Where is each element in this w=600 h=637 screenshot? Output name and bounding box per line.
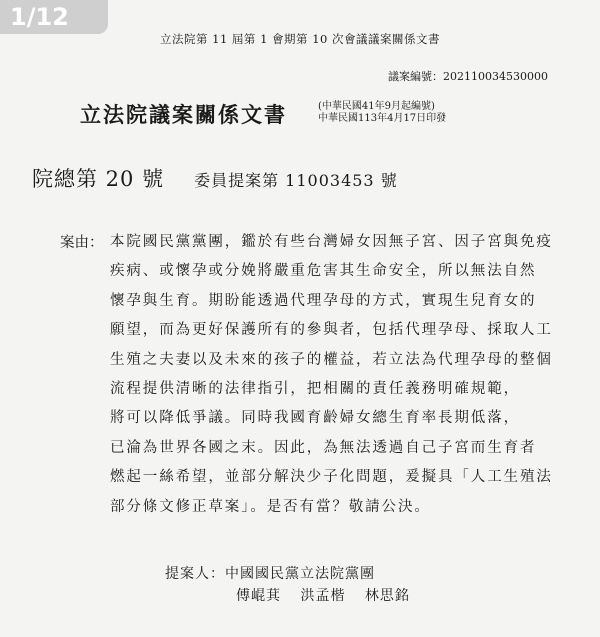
case-number-line bbox=[32, 163, 398, 193]
reason-line: 燃起一絲希望，並部分解決少子化問題，爰擬具「人工生殖法 bbox=[110, 469, 553, 486]
document-dates bbox=[318, 101, 446, 125]
reason-line: 已淪為世界各國之末。因此，為無法透過自己子宮而生育者 bbox=[110, 439, 537, 456]
reason-line: 疾病、或懷孕或分娩將嚴重危害其生命安全，所以無法自然 bbox=[110, 263, 537, 280]
yuan-number: 院總第 20 號 bbox=[32, 167, 165, 191]
proposer-line: 提案人：中國國民黨立法院黨團 bbox=[165, 566, 375, 582]
bill-number: 議案編號：202110034530000 bbox=[388, 70, 548, 83]
session-header: 立法院第 11 屆第 1 會期第 10 次會議議案關係文書 bbox=[159, 32, 440, 46]
reason-line: 部分條文修正草案」。是否有當？敬請公決。 bbox=[110, 498, 431, 515]
reason-line: 本院國民黨黨團，鑑於有些台灣婦女因無子宮、因子宮與免疫 bbox=[110, 234, 553, 250]
reason-line: 生殖之夫妻以及未來的孩子的權益，若立法為代理孕母的整個 bbox=[110, 351, 553, 368]
signer-name: 傅崐萁 bbox=[236, 588, 281, 604]
reason-line: 流程提供清晰的法律指引，把相關的責任義務明確規範， bbox=[110, 381, 520, 398]
proposal-number: 委員提案第 11003453 號 bbox=[194, 171, 398, 190]
date-printed: 中華民國113年4月17日印發 bbox=[318, 113, 447, 124]
signer-name: 洪孟楷 bbox=[300, 588, 346, 604]
reason-line: 願望，而為更好保護所有的參與者，包括代理孕母、採取人工 bbox=[110, 322, 553, 339]
reason-label: 案由： bbox=[60, 235, 104, 251]
reason-line: 將可以降低爭議。同時我國育齡婦女總生育率長期低落， bbox=[110, 410, 520, 427]
reason-line: 懷孕與生育。期盼能透過代理孕母的方式，實現生兒育女的 bbox=[110, 292, 537, 309]
signer-name: 林思銘 bbox=[364, 588, 410, 604]
signers bbox=[236, 585, 424, 605]
page-counter-badge: 1/12 bbox=[0, 0, 108, 34]
date-started: (中華民國41年9月起編號) bbox=[318, 101, 435, 112]
document-title: 立法院議案關係文書 bbox=[80, 102, 287, 127]
reason-body bbox=[110, 228, 580, 522]
